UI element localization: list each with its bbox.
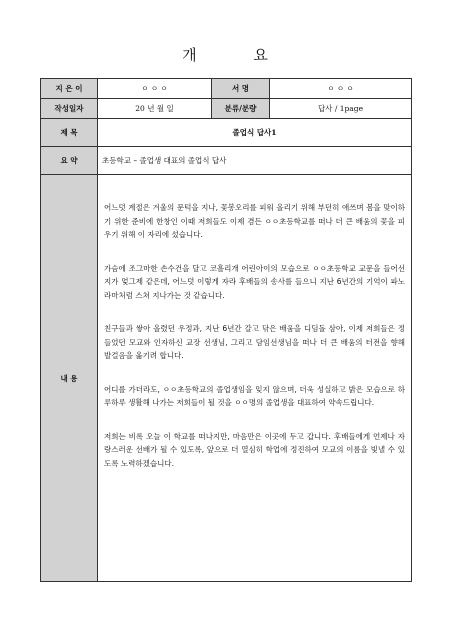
row-author xyxy=(41,79,412,99)
content-label: 내 용 xyxy=(41,175,98,582)
row-content xyxy=(41,175,412,582)
content-paragraph-1: 어느덧 계절은 겨울의 문턱을 지나, 꽃봉오리를 피워 올리기 위해 부던히 애쓰며 봄을 맞이하기 위한 준비에 한창인 이때 저희들도 이제 겸든 ㅇㅇ초등학교를 떠나 더 큰 배움의 꽃을 피우기 위해 이 자리에 섰습니다. xyxy=(104,203,405,239)
category-label: 분류/분량 xyxy=(212,99,270,119)
date-label: 작성일자 xyxy=(41,99,98,119)
subject-value: 졸업식 답사1 xyxy=(98,119,412,147)
subject-label: 제 목 xyxy=(41,119,98,147)
content-paragraph-2: 가슴에 조그마한 손수건을 달고 코흘리개 어린아이의 모습으로 ㅇㅇ초등학교 교문을 들어선 지가 엊그제 같은데, 어느덧 이렇게 자라 후배들의 송사를 들으니 지난 6년간의 기억이 파노라마처럼 스쳐 지나가는 것 같습니다. xyxy=(104,263,405,300)
summary-label: 요 약 xyxy=(41,147,98,175)
content-body xyxy=(98,175,412,582)
row-date xyxy=(41,99,412,119)
content-paragraph-5: 저희는 비록 오늘 이 학교를 떠나지만, 마음만은 이곳에 두고 갑니다. 후배들에게 언제나 자랑스러운 선배가 될 수 있도록, 앞으로 더 열심히 학업에 정진하여 모교의 이름을 빛낼 수 있도록 노력하겠습니다. xyxy=(104,431,405,468)
signature-value: ㅇ ㅇ ㅇ xyxy=(270,79,412,99)
row-subject xyxy=(41,119,412,147)
summary-table xyxy=(40,78,412,582)
author-value: ㅇ ㅇ ㅇ xyxy=(98,79,212,99)
content-paragraph-4: 어디를 가더라도, ㅇㅇ초등학교의 졸업생임을 잊지 않으며, 더욱 성실하고 밝은 모습으로 하루하루 생활해 나가는 저희들이 될 것을 ㅇㅇ명의 졸업생을 대표하여 약속드립니다. xyxy=(104,384,405,407)
author-label: 지 은 이 xyxy=(41,79,98,99)
date-value: 20 년 월 일 xyxy=(98,99,212,119)
summary-value: 초등학교 – 졸업생 대표의 졸업식 답사 xyxy=(98,147,412,175)
category-value: 답사 / 1page xyxy=(270,99,412,119)
page-title: 개 요 xyxy=(182,46,294,64)
content-paragraph-3: 친구들과 쌓아 올렸던 우정과, 지난 6년간 갈고 닦은 배움을 디딤돌 삼아, 이제 저희들은 정들었던 모교와 인자하신 교장 선생님, 그리고 담임선생님을 떠나 더 큰 배움의 터전을 향해 발걸음을 옮기려 합니다. xyxy=(104,324,405,360)
row-summary xyxy=(41,147,412,175)
signature-label: 서 명 xyxy=(212,79,270,99)
